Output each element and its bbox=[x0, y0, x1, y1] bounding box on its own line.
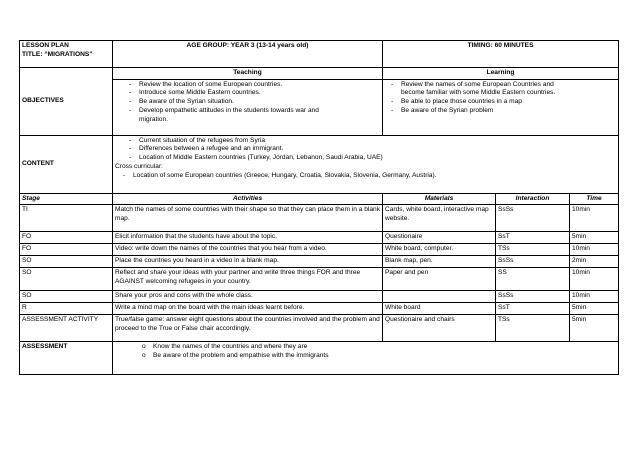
stage-cell: SO bbox=[20, 256, 113, 268]
time-cell: 2min bbox=[570, 256, 619, 268]
objectives-header-row bbox=[20, 68, 619, 80]
lesson-title-cell bbox=[20, 41, 113, 68]
materials-cell: White board, computer. bbox=[383, 244, 496, 256]
materials-cell bbox=[383, 291, 496, 303]
content-label: CONTENT bbox=[20, 135, 113, 193]
materials-cell: White board bbox=[383, 303, 496, 315]
learning-item: - Be aware of the Syrian problem bbox=[385, 107, 570, 116]
materials-cell: Cards, white board, interactive map website. bbox=[383, 205, 496, 232]
stage-cell: R bbox=[20, 303, 113, 315]
assessment-item: o Be aware of the problem and empathise with the immigrants bbox=[137, 352, 616, 361]
time-cell: 10min bbox=[570, 291, 619, 303]
materials-header: Materials bbox=[383, 193, 496, 205]
table-row bbox=[20, 244, 619, 256]
activity-cell: Reflect and share your ideas with your partner and write three things FOR and three AGAINST welcoming refugees in your country. bbox=[113, 268, 383, 291]
content-item: - Current situation of the refugees from Syria bbox=[123, 137, 616, 146]
assessment-label: ASSESSMENT bbox=[20, 342, 113, 375]
activity-cell: Write a mind map on the board with the main ideas learnt before. bbox=[113, 303, 383, 315]
content-body bbox=[113, 135, 619, 193]
activity-cell: Match the names of some countries with their shape so that they can place them in a blank map. bbox=[113, 205, 383, 232]
teaching-item: - Be aware of the Syrian situation. bbox=[123, 98, 380, 107]
interaction-cell: SsSs bbox=[496, 205, 570, 232]
stage-header: Stage bbox=[20, 193, 113, 205]
stage-cell: FO bbox=[20, 244, 113, 256]
learning-objectives bbox=[383, 79, 619, 135]
activity-cell: Place the countries you heard in a video in a blank map. bbox=[113, 256, 383, 268]
materials-cell: Questionaire and chairs bbox=[383, 315, 496, 342]
content-item: - Differences between a refugee and an immigrant. bbox=[123, 145, 616, 154]
learning-header: Learning bbox=[383, 68, 619, 80]
teaching-item: - Introduce some Middle Eastern countries. bbox=[123, 89, 380, 98]
time-cell: 5min bbox=[570, 232, 619, 244]
activity-cell: Elicit information that the students have about the topic. bbox=[113, 232, 383, 244]
table-row bbox=[20, 303, 619, 315]
interaction-cell: TSs bbox=[496, 244, 570, 256]
cross-curricular-item: - Location of some European countries (Greece, Hungary, Croatia, Slovakia, Slovenia, Germany, Austria). bbox=[117, 172, 616, 181]
materials-cell: Questionaire bbox=[383, 232, 496, 244]
interaction-cell: SsSs bbox=[496, 291, 570, 303]
time-cell: 5min bbox=[570, 303, 619, 315]
cross-curricular-label: Cross curricular: bbox=[115, 162, 163, 170]
lesson-title: TITLE: “MIGRATIONS” bbox=[22, 50, 93, 58]
table-row bbox=[20, 256, 619, 268]
table-row bbox=[20, 268, 619, 291]
table-row bbox=[20, 205, 619, 232]
table-row bbox=[20, 232, 619, 244]
assessment-item: o Know the names of the countries and where they are bbox=[137, 343, 616, 352]
interaction-cell: SsT bbox=[496, 303, 570, 315]
time-cell: 10min bbox=[570, 268, 619, 291]
table-row bbox=[20, 315, 619, 342]
age-group: AGE GROUP: YEAR 3 (13-14 years old) bbox=[113, 41, 383, 68]
lesson-plan-table bbox=[19, 40, 619, 375]
materials-cell: Blank map, pen. bbox=[383, 256, 496, 268]
stage-cell: SO bbox=[20, 291, 113, 303]
interaction-cell: TSs bbox=[496, 315, 570, 342]
timing: TIMING: 60 MINUTES bbox=[383, 41, 619, 68]
teaching-item: - Develop empathetic attitudes in the students towards war and migration. bbox=[123, 107, 380, 124]
stages-header-row bbox=[20, 193, 619, 205]
teaching-objectives bbox=[113, 79, 383, 135]
assessment-row bbox=[20, 342, 619, 375]
learning-item: - Review the names of some European Countries and become familiar with some Middle Eastern countries. bbox=[385, 81, 570, 98]
activity-cell: Share your pros and cons with the whole class. bbox=[113, 291, 383, 303]
stage-cell: SO bbox=[20, 268, 113, 291]
time-cell: 10min bbox=[570, 205, 619, 232]
activity-cell: Video: write down the names of the countries that you hear from a video. bbox=[113, 244, 383, 256]
activities-header: Activities bbox=[113, 193, 383, 205]
objectives-label: OBJECTIVES bbox=[20, 68, 113, 136]
interaction-cell: SS bbox=[496, 268, 570, 291]
stage-cell: TI bbox=[20, 205, 113, 232]
activity-cell: True/false game: answer eight questions about the countries involved and the problem and proceed to the True or False chair accordingly. bbox=[113, 315, 383, 342]
interaction-cell: SsSs bbox=[496, 256, 570, 268]
time-cell: 5min bbox=[570, 315, 619, 342]
teaching-header: Teaching bbox=[113, 68, 383, 80]
content-row bbox=[20, 135, 619, 193]
header-row bbox=[20, 41, 619, 68]
time-cell: 10min bbox=[570, 244, 619, 256]
assessment-body bbox=[113, 342, 619, 375]
stage-cell: FO bbox=[20, 232, 113, 244]
time-header: Time bbox=[570, 193, 619, 205]
lesson-plan-label: LESSON PLAN bbox=[22, 42, 69, 49]
interaction-cell: SsT bbox=[496, 232, 570, 244]
teaching-item: - Review the location of some European countries. bbox=[123, 81, 380, 90]
learning-item: - Be able to place those countries in a map bbox=[385, 98, 570, 107]
table-row bbox=[20, 291, 619, 303]
materials-cell: Paper and pen bbox=[383, 268, 496, 291]
stage-cell: ASSESSMENT ACTIVITY bbox=[20, 315, 113, 342]
interaction-header: Interaction bbox=[496, 193, 570, 205]
content-item: - Location of Middle Eastern countries (Turkey, Jordan, Lebanon, Saudi Arabia, UAE) bbox=[123, 154, 616, 163]
